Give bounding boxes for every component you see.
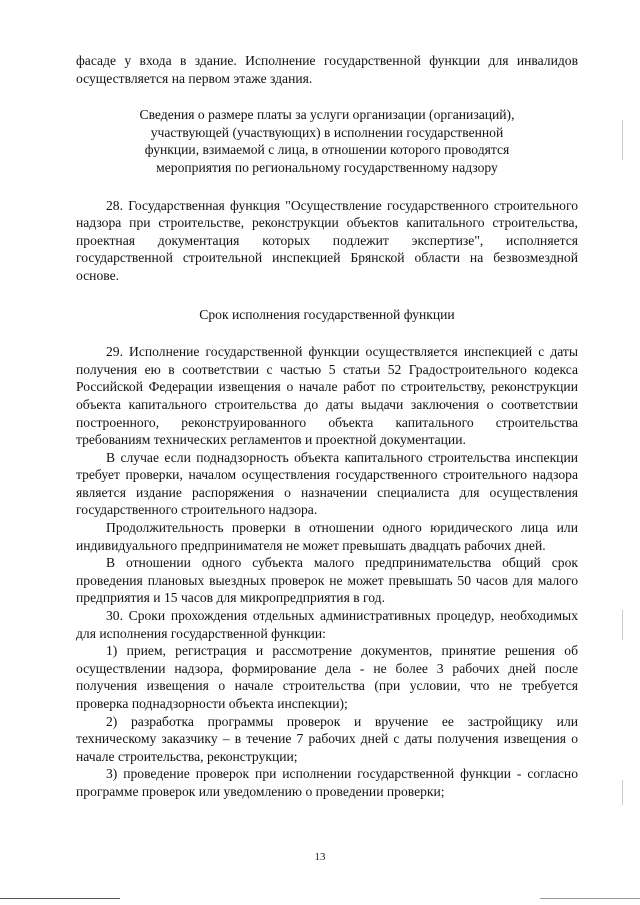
heading-execution-term: Срок исполнения государственной функции [199, 306, 455, 322]
heading-fee-information: Сведения о размере платы за услуги организации (организаций), участвующей (участвующих) в исполнении государственной функции, взимаемой с лица, в отношении которого проводятся мероприятия по региональному государственному надзору [139, 107, 515, 175]
list-item-2: 2) разработка программы проверок и вручение ее застройщику или техническому заказчику – в течение 7 рабочих дней с даты получения извещения о начале строительства, реконструкции; [76, 713, 578, 764]
paragraph-30: 30. Сроки прохождения отдельных административных процедур, необходимых для исполнения государственной функции: [76, 608, 578, 641]
page-number: 13 [314, 851, 326, 863]
bottom-edge-rule [0, 898, 120, 899]
scan-artifact-line [622, 610, 623, 640]
list-item-3: 3) проведение проверок при исполнении государственной функции - согласно программе проверок или уведомлению о проведении проверки; [76, 766, 578, 799]
scan-artifact-line [622, 780, 623, 805]
scan-artifact-line [622, 120, 623, 160]
paragraph-check: В случае если поднадзорность объекта капитального строительства инспекции требует проверки, началом осуществления государственного строительного надзора является издание распоряжения о назначении специалиста для осуществления государственного строительного надзора. [76, 449, 578, 518]
document-page [76, 52, 578, 801]
bottom-edge-rule [540, 898, 640, 899]
list-item-1: 1) прием, регистрация и рассмотрение документов, принятие решения об осуществлении надзора, формирование дела - не более 3 рабочих дней после получения извещения о начале строительства (при условии, что не требуется проверка поднадзорности объекта инспекции); [76, 643, 578, 711]
paragraph-intro: фасаде у входа в здание. Исполнение государственной функции для инвалидов осуществляется на первом этаже здания. [76, 53, 578, 86]
paragraph-28: 28. Государственная функция "Осуществление государственного строительного надзора при строительстве, реконструкции объектов капитального строительства, проектная документация которых подлежит экспертизе", исполняется государственной строительной инспекцией Брянской области на безвозмездной основе. [76, 197, 578, 283]
paragraph-29: 29. Исполнение государственной функции осуществляется инспекцией с даты получения ею в соответствии с частью 5 статьи 52 Градостроительного кодекса Российской Федерации извещения о начале работ по строительству, реконструкции объекта капитального строительства до даты выдачи заключения о соответствии построенного, реконструированного объекта капитального строительства требованиям технических регламентов и проектной документации. [76, 344, 578, 448]
paragraph-small-business: В отношении одного субъекта малого предпринимательства общий срок проведения плановых выездных проверок не может превышать 50 часов для малого предприятия и 15 часов для микропредприятия в год. [76, 555, 578, 606]
paragraph-duration: Продолжительность проверки в отношении одного юридического лица или индивидуального предпринимателя не может превышать двадцать рабочих дней. [76, 520, 578, 553]
